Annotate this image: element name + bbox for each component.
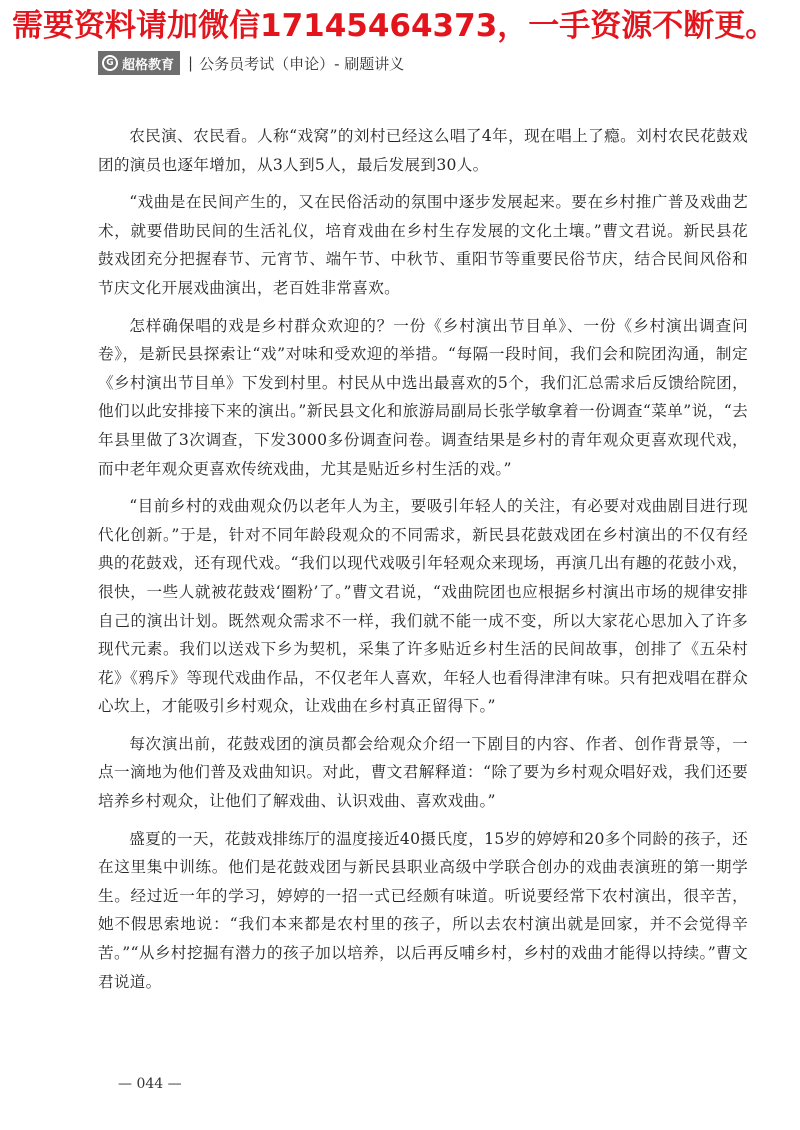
paragraph: 盛夏的一天，花鼓戏排练厅的温度接近40摄氏度，15岁的婷婷和20多个同龄的孩子，还在这里集中训练。他们是花鼓戏团与新民县职业高级中学联合创办的戏曲表演班的第一期学生。经过近一年的学习，婷婷的一招一式已经颇有味道。听说要经常下农村演出，很辛苦，她不假思索地说：“我们本来都是农村里的孩子，所以去农村演出就是回家，并不会觉得辛苦。”“从乡村挖掘有潜力的孩子加以培养，以后再反哺乡村，乡村的戏曲才能得以持续。”曹文君说道。 (98, 829, 748, 991)
header-separator: | (188, 54, 194, 72)
publisher-logo (98, 51, 180, 75)
logo-text: 超格教育 (122, 57, 175, 73)
paragraph: 怎样确保唱的戏是乡村群众欢迎的？一份《乡村演出节目单》、一份《乡村演出调查问卷》，是新民县探索让“戏”对味和受欢迎的举措。“每隔一段时间，我们会和院团沟通，制定《乡村演出节目单》下发到村里。村民从中选出最喜欢的5个，我们汇总需求后反馈给院团，他们以此安排接下来的演出。”新民县文化和旅游局副局长张学敏拿着一份调查“菜单”说，“去年县里做了3次调查，下发3000多份调查问卷。调查结果是乡村的青年观众更喜欢现代戏，而中老年观众更喜欢传统戏曲，尤其是贴近乡村生活的戏。” (98, 316, 748, 478)
page-number: — 044 — (118, 1076, 182, 1092)
article-body (98, 122, 748, 1005)
paragraph: “戏曲是在民间产生的，又在民俗活动的氛围中逐步发展起来。要在乡村推广普及戏曲艺术，就要借助民间的生活礼仪，培育戏曲在乡村生存发展的文化土壤。”曹文君说。新民县花鼓戏团充分把握春节、元宵节、端午节、中秋节、重阳节等重要民俗节庆，结合民间风俗和节庆文化开展戏曲演出，老百姓非常喜欢。 (98, 193, 748, 297)
contact-watermark: 需要资料请加微信17145464373，一手资源不断更。 (12, 8, 777, 44)
paragraph: 每次演出前，花鼓戏团的演员都会给观众介绍一下剧目的内容、作者、创作背景等，一点一滴地为他们普及戏曲知识。对此，曹文君解释道：“除了要为乡村观众唱好戏，我们还要培养乡村观众，让他们了解戏曲、认识戏曲、喜欢戏曲。” (98, 734, 748, 811)
header-title: 公务员考试（申论）- 刷题讲义 (199, 54, 405, 73)
logo-icon: G (102, 55, 118, 71)
paragraph: 农民演、农民看。人称“戏窝”的刘村已经这么唱了4年，现在唱上了瘾。刘村农民花鼓戏团的演员也逐年增加，从3人到5人，最后发展到30人。 (98, 127, 748, 174)
page-header (98, 50, 404, 76)
paragraph: “目前乡村的戏曲观众仍以老年人为主，要吸引年轻人的关注，有必要对戏曲剧目进行现代化创新。”于是，针对不同年龄段观众的不同需求，新民县花鼓戏团在乡村演出的不仅有经典的花鼓戏，还有现代戏。“我们以现代戏吸引年轻观众来现场，再演几出有趣的花鼓小戏，很快，一些人就被花鼓戏‘圈粉’了。”曹文君说，“戏曲院团也应根据乡村演出市场的规律安排自己的演出计划。既然观众需求不一样，我们就不能一成不变，所以大家花心思加入了许多现代元素。我们以送戏下乡为契机，采集了许多贴近乡村生活的民间故事，创排了《五朵村花》《鸦斥》等现代戏曲作品，不仅老年人喜欢，年轻人也看得津津有味。只有把戏唱在群众心坎上，才能吸引乡村观众，让戏曲在乡村真正留得下。” (98, 497, 748, 716)
